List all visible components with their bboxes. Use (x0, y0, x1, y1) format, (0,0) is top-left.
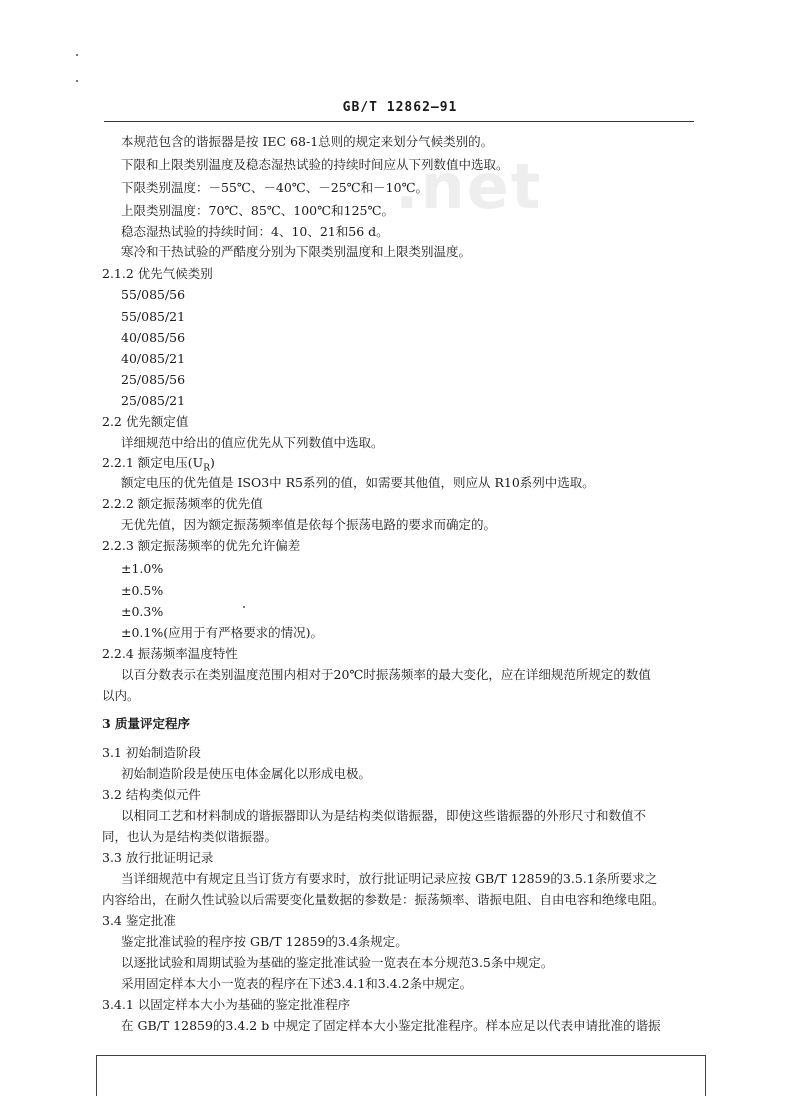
section-heading: 3.4 鉴定批准 (102, 913, 176, 928)
paragraph-line: 稳态湿热试验的持续时间：4、10、21和56 d。 (121, 224, 389, 239)
paragraph-line: 详细规范中给出的值应优先从下列数值中选取。 (121, 435, 384, 450)
tolerance-value: ±0.3% (121, 604, 164, 619)
paragraph-line: 当详细规范中有规定且当订货方有要求时，放行批证明记录应按 GB/T 12859的3.5.1条所要求之 (121, 871, 658, 886)
paragraph-line: 以百分数表示在类别温度范围内相对于20℃时振荡频率的最大变化，应在详细规范所规定的数值 (121, 667, 651, 682)
section-heading: 3.4.1 以固定样本大小为基础的鉴定批准程序 (102, 997, 351, 1012)
paragraph-line: 内容给出，在耐久性试验以后需要变化量数据的参数是：振荡频率、谐振电阻、自由电容和绝缘电阻。 (102, 892, 665, 907)
section-heading: 3.3 放行批证明记录 (102, 850, 214, 865)
scan-dot (76, 54, 78, 56)
tolerance-value: ±0.5% (121, 583, 164, 598)
paragraph-line: 下限和上限类别温度及稳态湿热试验的持续时间应从下列数值中选取。 (121, 157, 509, 172)
section-heading: 2.2.2 额定振荡频率的优先值 (102, 496, 263, 511)
voltage-subscript: R (203, 463, 210, 474)
paragraph-line: 在 GB/T 12859的3.4.2 b 中规定了固定样本大小鉴定批准程序。样本应足以代表申请批准的谐振 (121, 1018, 661, 1033)
voltage-heading-close: ) (209, 455, 215, 470)
header-rule (104, 121, 694, 122)
paragraph-line: 以逐批试验和周期试验为基础的鉴定批准试验一览表在本分规范3.5条中规定。 (121, 955, 554, 970)
footer-frame (96, 1055, 706, 1096)
paragraph-line: 以相同工艺和材料制成的谐振器即认为是结构类似谐振器，即使这些谐振器的外形尺寸和数值不 (121, 808, 647, 823)
paragraph-line: 以内。 (102, 688, 140, 703)
tolerance-value: ±0.1%(应用于有严格要求的情况)。 (121, 625, 323, 640)
paragraph-line: 本规范包含的谐振器是按 IEC 68-1总则的规定来划分气候类别的。 (121, 134, 494, 149)
section-heading: 2.2.4 振荡频率温度特性 (102, 646, 238, 661)
section-heading: 2.2 优先额定值 (102, 414, 189, 429)
paragraph-line: 上限类别温度：70℃、85℃、100℃和125℃。 (121, 203, 394, 218)
climate-category: 55/085/56 (121, 287, 186, 302)
paragraph-line: 采用固定样本大小一览表的程序在下述3.4.1和3.4.2条中规定。 (121, 976, 473, 991)
paragraph-line: 初始制造阶段是使压电体金属化以形成电极。 (121, 766, 372, 781)
section-heading (102, 455, 215, 477)
paragraph-line: 无优先值，因为额定振荡频率值是依每个振荡电路的要求而确定的。 (121, 517, 497, 532)
climate-category: 55/085/21 (121, 309, 186, 324)
section-heading: 2.2.3 额定振荡频率的优先允许偏差 (102, 538, 301, 553)
climate-category: 40/085/56 (121, 330, 186, 345)
paragraph-line: 鉴定批准试验的程序按 GB/T 12859的3.4条规定。 (121, 934, 408, 949)
tolerance-value: ±1.0% (121, 561, 164, 576)
climate-category: 25/085/56 (121, 372, 186, 387)
section-heading: 3.2 结构类似元件 (102, 787, 201, 802)
scan-dot (76, 80, 78, 82)
paragraph-line: 同，也认为是结构类似谐振器。 (102, 829, 278, 844)
paragraph-line: 寒冷和干热试验的严酷度分别为下限类别温度和上限类别温度。 (121, 244, 472, 259)
section-heading: 3.1 初始制造阶段 (102, 745, 201, 760)
scan-dot (243, 606, 245, 608)
section-heading: 2.1.2 优先气候类别 (102, 266, 213, 281)
climate-category: 25/085/21 (121, 393, 186, 408)
page-header: GB/T 12862—91 (342, 100, 458, 115)
chapter-heading: 3 质量评定程序 (102, 716, 191, 731)
paragraph-line: 下限类别温度：－55℃、－40℃、－25℃和－10℃。 (121, 180, 429, 195)
watermark: .net (395, 150, 543, 223)
paragraph-line: 额定电压的优先值是 ISO3中 R5系列的值，如需要其他值，则应从 R10系列中选取。 (121, 475, 595, 490)
climate-category: 40/085/21 (121, 351, 186, 366)
voltage-heading-text: 2.2.1 额定电压(U (102, 455, 204, 470)
